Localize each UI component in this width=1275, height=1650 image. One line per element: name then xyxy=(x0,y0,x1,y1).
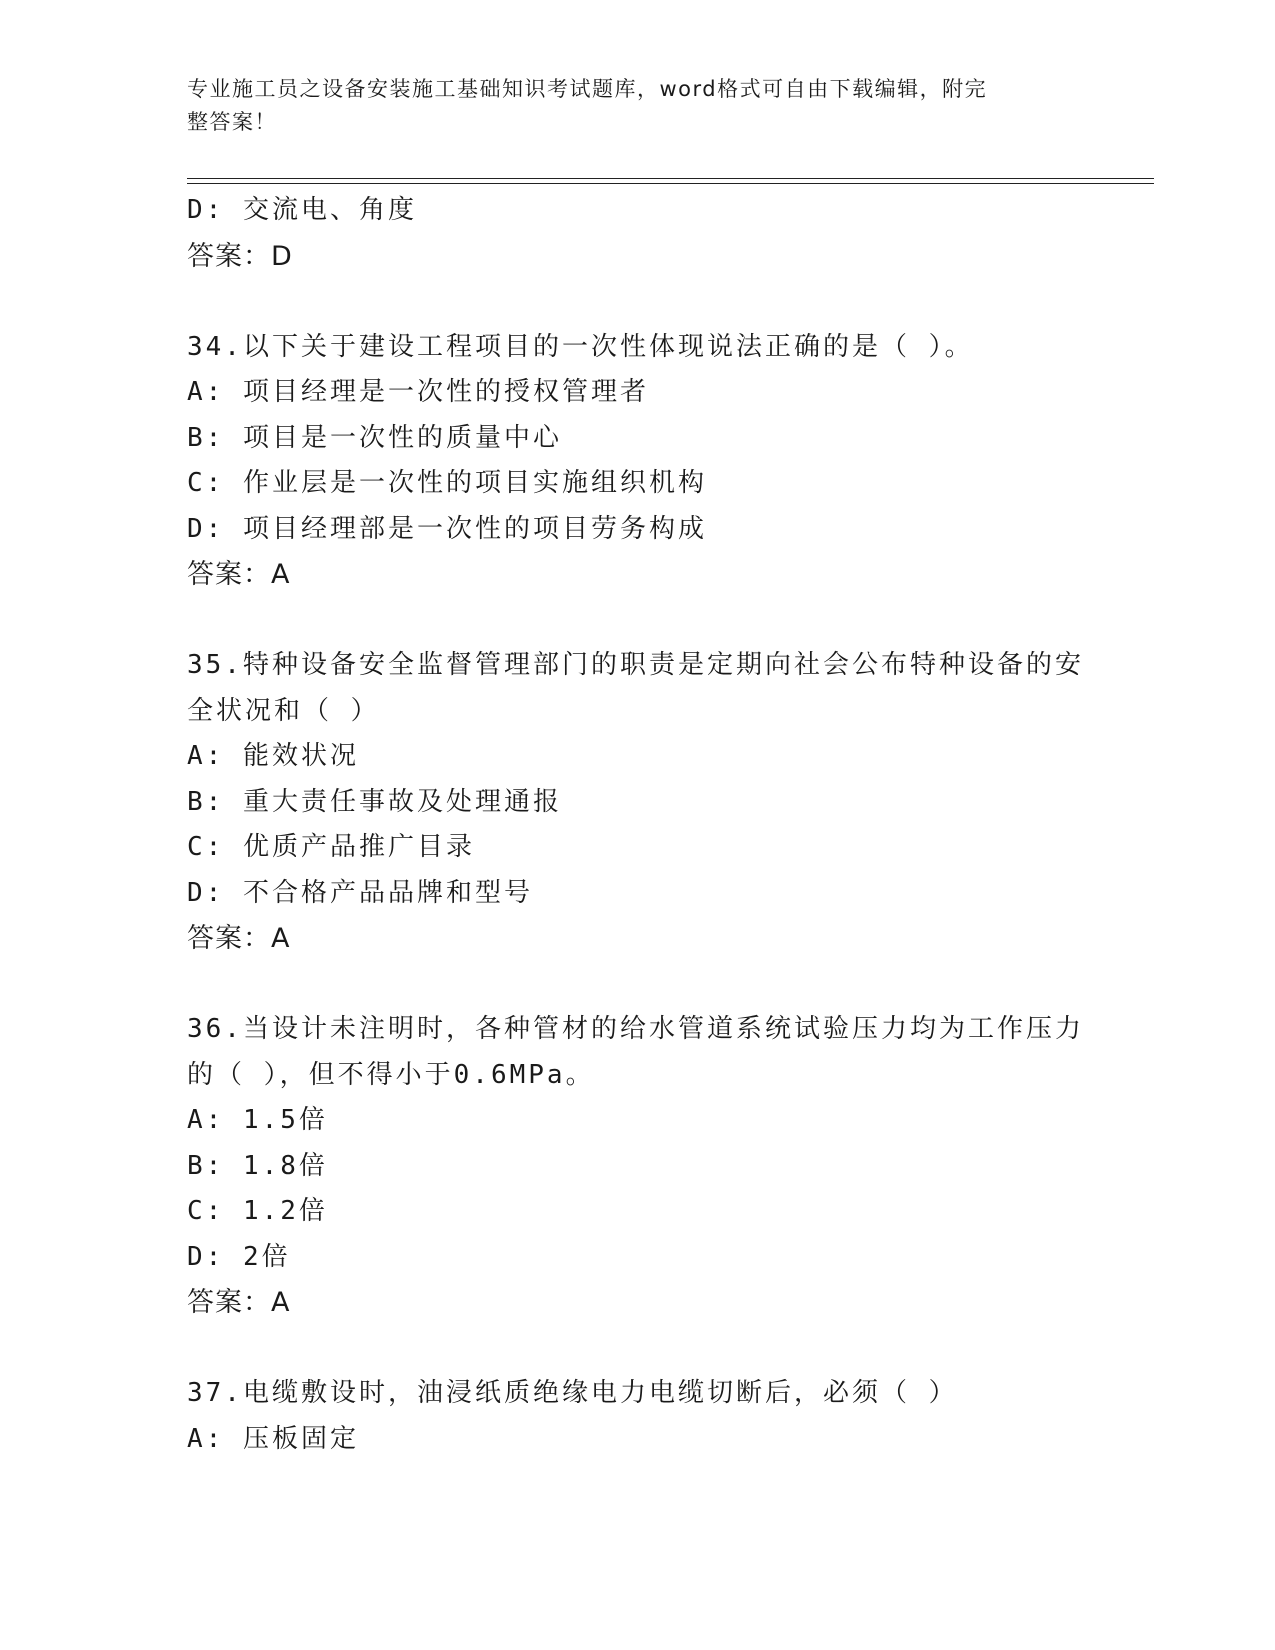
answer: 答案：A xyxy=(187,1287,291,1318)
option-d: D: 项目经理部是一次性的项目劳务构成 xyxy=(187,513,707,544)
answer: 答案：A xyxy=(187,559,291,590)
option-c: C: 1.2倍 xyxy=(187,1196,328,1226)
option-b: B: 1.8倍 xyxy=(187,1150,328,1181)
question-stem-line-2: 全状况和（ ） xyxy=(187,695,380,726)
answer: 答案：A xyxy=(187,923,291,954)
question-34 xyxy=(187,325,1087,598)
question-36 xyxy=(187,1007,1087,1326)
option-d: D: 不合格产品品牌和型号 xyxy=(187,877,533,908)
question-stem: 34.以下关于建设工程项目的一次性体现说法正确的是（ ）。 xyxy=(187,331,974,362)
option-d: D: 2倍 xyxy=(187,1241,291,1272)
question-33 xyxy=(187,188,1087,279)
spacer xyxy=(187,279,1087,325)
option-c: C: 作业层是一次性的项目实施组织机构 xyxy=(187,468,707,498)
header-rule-top xyxy=(187,178,1154,179)
question-37 xyxy=(187,1371,1087,1462)
question-list xyxy=(187,188,1087,1462)
question-stem-line-1: 35.特种设备安全监督管理部门的职责是定期向社会公布特种设备的安 xyxy=(187,650,1084,680)
option-a: A: 项目经理是一次性的授权管理者 xyxy=(187,377,649,407)
question-35 xyxy=(187,643,1087,962)
question-stem: 37.电缆敷设时，油浸纸质绝缘电力电缆切断后，必须（ ） xyxy=(187,1378,958,1408)
option-b: B: 项目是一次性的质量中心 xyxy=(187,422,562,453)
header-line-1: 专业施工员之设备安装施工基础知识考试题库，word格式可自由下载编辑，附完 xyxy=(187,77,988,101)
question-stem-line-1: 36.当设计未注明时，各种管材的给水管道系统试验压力均为工作压力 xyxy=(187,1014,1084,1044)
answer: 答案：D xyxy=(187,240,293,272)
option-a: A: 1.5倍 xyxy=(187,1105,328,1135)
header-line-2: 整答案！ xyxy=(187,110,277,134)
option-a: A: 压板固定 xyxy=(187,1423,359,1454)
spacer xyxy=(187,1326,1087,1372)
option-c: C: 优质产品推广目录 xyxy=(187,832,475,862)
option-b: B: 重大责任事故及处理通报 xyxy=(187,786,562,817)
spacer xyxy=(187,962,1087,1008)
option-d: D: 交流电、角度 xyxy=(187,195,417,225)
document-header xyxy=(187,73,1067,139)
question-stem-line-2: 的（ ），但不得小于0.6MPa。 xyxy=(187,1059,595,1090)
spacer xyxy=(187,598,1087,644)
header-rule-bottom xyxy=(187,183,1154,184)
option-a: A: 能效状况 xyxy=(187,741,359,771)
